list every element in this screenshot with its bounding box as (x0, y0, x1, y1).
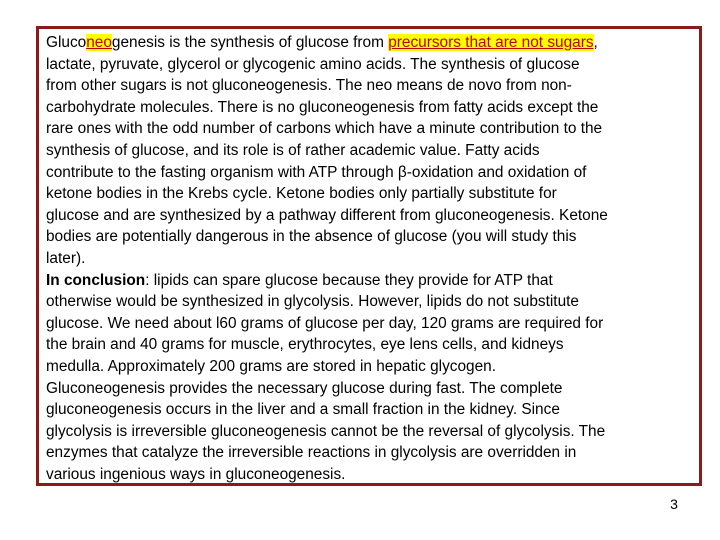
text-line: Gluconeogenesis provides the necessary glucose during fast. The complete (46, 379, 563, 397)
text-line: enzymes that catalyze the irreversible reactions in glycolysis are overridden in (46, 444, 577, 462)
text-line: otherwise would be synthesized in glycolysis. However, lipids do not substitute (46, 293, 579, 311)
text-line: later). (46, 249, 86, 267)
text-line: various ingenious ways in gluconeogenesis. (46, 465, 346, 483)
text-run: , (593, 34, 598, 51)
text-line: glycolysis is irreversible gluconeogenesis cannot be the reversal of glycolysis. The (46, 422, 606, 440)
text-line: bodies are potentially dangerous in the absence of glucose (you will study this (46, 228, 577, 246)
paragraph-1-line-1 (46, 32, 692, 54)
page-number: 3 (670, 496, 678, 512)
text-run: : lipids can spare glucose because they provide for ATP that (145, 271, 553, 289)
paragraph-2-line-1 (46, 270, 692, 292)
text-box (36, 26, 702, 486)
highlight-neo: neo (86, 34, 112, 51)
text-line: lactate, pyruvate, glycerol or glycogenic amino acids. The synthesis of glucose (46, 55, 580, 73)
text-line: glucose. We need about l60 grams of glucose per day, 120 grams are required for (46, 314, 604, 332)
text-line: glucose and are synthesized by a pathway different from gluconeogenesis. Ketone (46, 206, 608, 224)
highlight-precursors: precursors that are not sugars (388, 34, 594, 51)
text-line: gluconeogenesis occurs in the liver and a small fraction in the kidney. Since (46, 401, 560, 419)
text-line: rare ones with the odd number of carbons which have a minute contribution to the (46, 120, 603, 138)
text-line: contribute to the fasting organism with ATP through β-oxidation and oxidation of (46, 163, 587, 181)
text-run: genesis is the synthesis of glucose from (111, 34, 389, 51)
text-line: from other sugars is not gluconeogenesis. The neo means de novo from non- (46, 77, 572, 95)
text-line: ketone bodies in the Krebs cycle. Ketone bodies only partially substitute for (46, 185, 557, 203)
text-run: Gluco (46, 34, 87, 51)
text-line: medulla. Approximately 200 grams are stored in hepatic glycogen. (46, 357, 496, 375)
text-line: the brain and 40 grams for muscle, erythrocytes, eye lens cells, and kidneys (46, 336, 564, 354)
bold-lead: In conclusion (46, 271, 146, 289)
text-line: carbohydrate molecules. There is no gluconeogenesis from fatty acids except the (46, 98, 599, 116)
text-line: synthesis of glucose, and its role is of rather academic value. Fatty acids (46, 141, 540, 159)
